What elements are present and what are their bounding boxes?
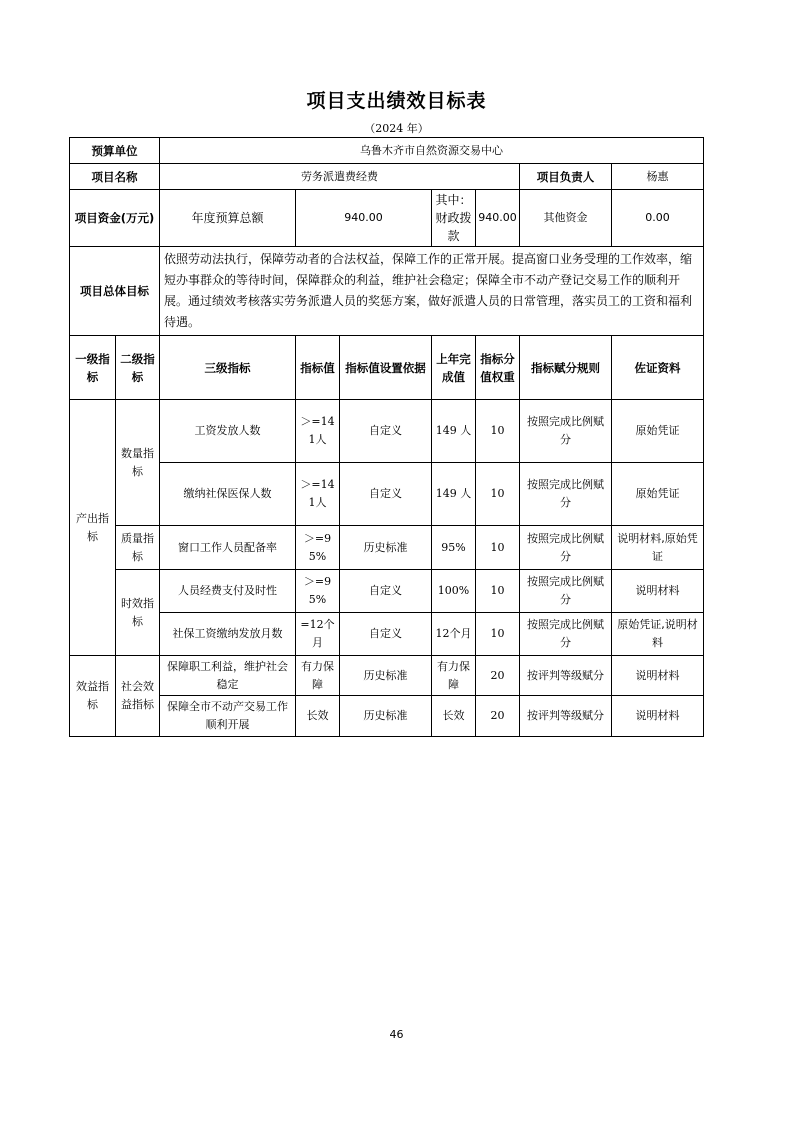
performance-table <box>69 137 704 737</box>
overall-goal-row <box>70 247 704 336</box>
budget-unit-label: 预算单位 <box>70 138 160 164</box>
row-evidence: 说明材料 <box>612 656 704 696</box>
group-quality: 质量指标 <box>116 526 160 570</box>
row-rule: 按照完成比例赋分 <box>520 463 612 526</box>
project-funds-label: 项目资金(万元) <box>70 190 160 247</box>
row-weight: 10 <box>476 613 520 656</box>
header-row <box>70 336 704 400</box>
row-weight: 10 <box>476 463 520 526</box>
header-evidence: 佐证资料 <box>612 336 704 400</box>
project-leader-value: 杨惠 <box>612 164 704 190</box>
row-evidence: 原始凭证 <box>612 463 704 526</box>
table-row <box>70 613 704 656</box>
row-evidence: 原始凭证 <box>612 400 704 463</box>
table-row <box>70 696 704 737</box>
row-weight: 10 <box>476 400 520 463</box>
row-value: ＞=141人 <box>296 463 340 526</box>
budget-unit-value: 乌鲁木齐市自然资源交易中心 <box>160 138 704 164</box>
row-last: 149 人 <box>432 400 476 463</box>
budget-unit-row <box>70 138 704 164</box>
other-funds-value: 0.00 <box>612 190 704 247</box>
project-leader-label: 项目负责人 <box>520 164 612 190</box>
row-basis: 历史标准 <box>340 526 432 570</box>
annual-total-label: 年度预算总额 <box>160 190 296 247</box>
page-number: 46 <box>389 1028 404 1041</box>
project-name-value: 劳务派遣费经费 <box>160 164 520 190</box>
group-quantity: 数量指标 <box>116 400 160 526</box>
project-name-row <box>70 164 704 190</box>
row-name: 保障全市不动产交易工作顺利开展 <box>160 696 296 737</box>
row-evidence: 说明材料 <box>612 570 704 613</box>
project-funds-row <box>70 190 704 247</box>
row-name: 人员经费支付及时性 <box>160 570 296 613</box>
fiscal-value: 940.00 <box>476 190 520 247</box>
group-social: 社会效益指标 <box>116 656 160 737</box>
row-last: 长效 <box>432 696 476 737</box>
row-value: =12个月 <box>296 613 340 656</box>
row-rule: 按照完成比例赋分 <box>520 526 612 570</box>
header-level1: 一级指标 <box>70 336 116 400</box>
row-name: 缴纳社保医保人数 <box>160 463 296 526</box>
row-basis: 自定义 <box>340 463 432 526</box>
annual-total-value: 940.00 <box>296 190 432 247</box>
row-value: ＞=141人 <box>296 400 340 463</box>
other-funds-label: 其他资金 <box>543 211 588 224</box>
header-level2: 二级指标 <box>116 336 160 400</box>
header-basis: 指标值设置依据 <box>340 336 432 400</box>
row-last: 有力保障 <box>432 656 476 696</box>
row-basis: 历史标准 <box>340 696 432 737</box>
row-last: 100% <box>432 570 476 613</box>
row-basis: 自定义 <box>340 570 432 613</box>
project-name-label: 项目名称 <box>70 164 160 190</box>
row-weight: 20 <box>476 656 520 696</box>
header-value: 指标值 <box>296 336 340 400</box>
row-last: 95% <box>432 526 476 570</box>
row-last: 12个月 <box>432 613 476 656</box>
row-rule: 按照完成比例赋分 <box>520 570 612 613</box>
row-weight: 10 <box>476 570 520 613</box>
group-timeliness: 时效指标 <box>116 570 160 656</box>
overall-goal-label: 项目总体目标 <box>70 247 160 336</box>
other-funds-cell <box>520 190 612 247</box>
header-weight: 指标分值权重 <box>476 336 520 400</box>
row-name: 社保工资缴纳发放月数 <box>160 613 296 656</box>
fiscal-label: 其中：财政拨款 <box>432 190 476 247</box>
row-basis: 历史标准 <box>340 656 432 696</box>
row-evidence: 说明材料,原始凭证 <box>612 526 704 570</box>
row-name: 窗口工作人员配备率 <box>160 526 296 570</box>
row-name: 工资发放人数 <box>160 400 296 463</box>
row-evidence: 原始凭证,说明材料 <box>612 613 704 656</box>
row-last: 149 人 <box>432 463 476 526</box>
row-basis: 自定义 <box>340 613 432 656</box>
group-output: 产出指标 <box>70 400 116 656</box>
row-value: ＞=95% <box>296 570 340 613</box>
header-rule: 指标赋分规则 <box>520 336 612 400</box>
group-benefit: 效益指标 <box>70 656 116 737</box>
row-weight: 10 <box>476 526 520 570</box>
row-evidence: 说明材料 <box>612 696 704 737</box>
row-rule: 按评判等级赋分 <box>520 696 612 737</box>
header-last: 上年完成值 <box>432 336 476 400</box>
row-weight: 20 <box>476 696 520 737</box>
row-rule: 按评判等级赋分 <box>520 656 612 696</box>
table-row <box>70 656 704 696</box>
row-name: 保障职工利益，维护社会稳定 <box>160 656 296 696</box>
row-value: 有力保障 <box>296 656 340 696</box>
page-title: 项目支出绩效目标表 <box>306 90 487 112</box>
table-row <box>70 463 704 526</box>
row-value: 长效 <box>296 696 340 737</box>
table-row <box>70 400 704 463</box>
table-row <box>70 570 704 613</box>
header-level3: 三级指标 <box>160 336 296 400</box>
year-label: （2024 年） <box>364 122 429 135</box>
row-rule: 按照完成比例赋分 <box>520 400 612 463</box>
row-value: ＞=95% <box>296 526 340 570</box>
row-basis: 自定义 <box>340 400 432 463</box>
row-rule: 按照完成比例赋分 <box>520 613 612 656</box>
overall-goal-value: 依照劳动法执行，保障劳动者的合法权益，保障工作的正常开展。提高窗口业务受理的工作效率，缩短办事群众的等待时间，保障群众的利益，维护社会稳定；保障全市不动产登记交易工作的顺利开展。通过绩效考核落实劳务派遣人员的奖惩方案，做好派遣人员的日常管理，落实员工的工资和福利待遇。 <box>160 247 704 336</box>
table-row <box>70 526 704 570</box>
